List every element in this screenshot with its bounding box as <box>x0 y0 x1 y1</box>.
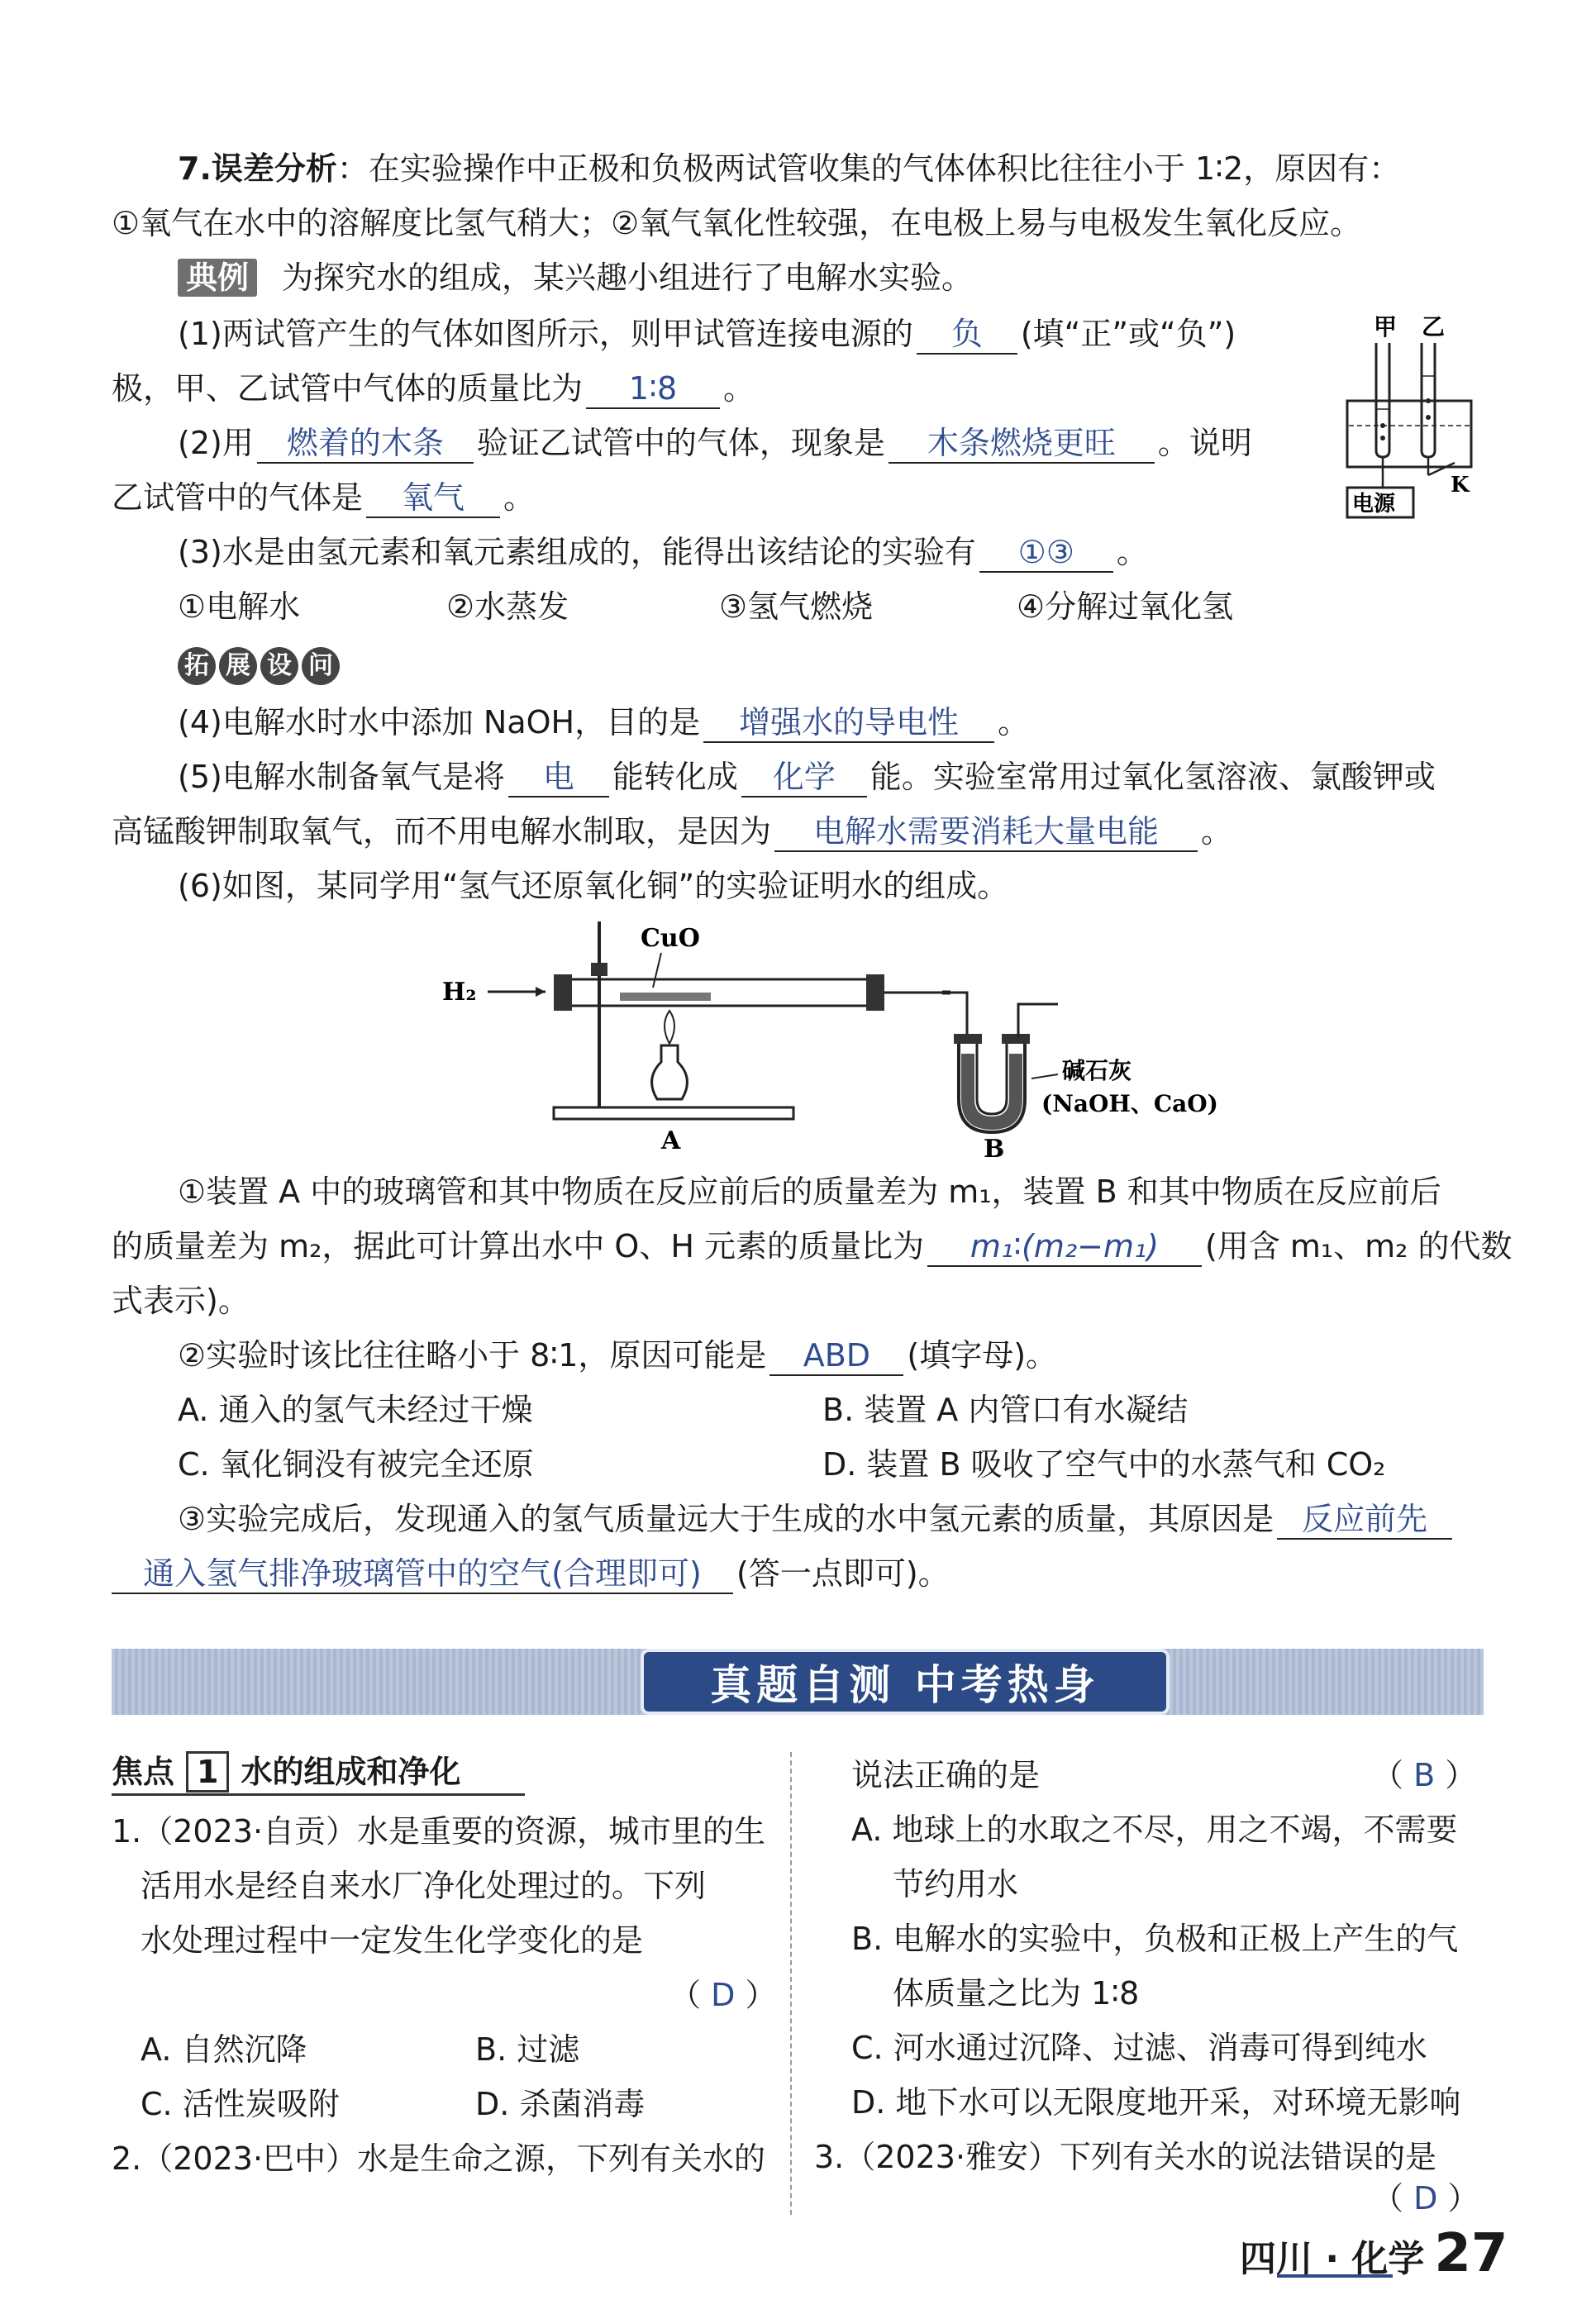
label-jia: 甲 <box>1374 313 1398 340</box>
q5-answer-3: 电解水需要消耗大量电能 <box>774 812 1198 852</box>
right-stopper <box>866 974 884 1011</box>
label-yi: 乙 <box>1422 313 1446 340</box>
u-tube-inner <box>977 1037 1007 1114</box>
q2-line1 <box>178 421 1252 464</box>
alcohol-lamp <box>652 1045 688 1099</box>
s2-opt-a <box>178 1388 533 1431</box>
rq2-answer-paren: （ B ） <box>1372 1757 1477 1793</box>
lq1-opt-d-text: D. 杀菌消毒 <box>475 2086 646 2122</box>
s3-line2 <box>112 1552 950 1595</box>
example-intro: 为探究水的组成，某兴趣小组进行了电解水实验。 <box>282 259 974 296</box>
lq1-opt-a <box>141 2028 307 2071</box>
lq1-answer: D <box>711 1977 736 2013</box>
q5-answer-1: 电 <box>508 758 609 798</box>
q3-opt-4-text: ④分解过氧化氢 <box>1017 588 1234 625</box>
lq2-text-1: 2.（2023·巴中）水是生命之源，下列有关水的 <box>112 2140 766 2177</box>
q2-after: 。说明 <box>1157 425 1252 461</box>
section-banner <box>112 1649 1484 1715</box>
rq2-opt-a1-text: A. 地球上的水取之不尽，用之不竭，不需要 <box>851 1812 1458 1848</box>
q2-mid: 验证乙试管中的气体，现象是 <box>476 425 885 461</box>
lq1-line3 <box>141 1919 643 1962</box>
q5-text: (5)电解水制备氧气是将 <box>178 759 505 795</box>
lq1-line1 <box>112 1810 765 1853</box>
label-k: K <box>1451 473 1470 498</box>
extend-char-2: 展 <box>219 647 257 685</box>
bubble <box>1380 436 1385 440</box>
page-number: 27 <box>1434 2223 1508 2284</box>
extend-title <box>178 641 343 685</box>
q3-opt-4 <box>1017 585 1233 628</box>
q2-answer-3: 氧气 <box>366 479 500 518</box>
q5-end: 。 <box>1201 813 1233 850</box>
s2-text: ②实验时该比往往略小于 8∶1，原因可能是 <box>178 1337 767 1374</box>
rq2-opt-a2-text: 节约用水 <box>893 1866 1019 1902</box>
left-stopper <box>554 974 572 1011</box>
lq1-opt-d <box>475 2083 645 2126</box>
stand-base <box>554 1107 793 1119</box>
focus-heading <box>112 1750 460 1793</box>
focus-number: 1 <box>186 1751 229 1793</box>
cuo-pointer <box>653 953 661 988</box>
q3-answer: ①③ <box>979 533 1113 573</box>
banner-title: 真题自测 中考热身 <box>641 1649 1170 1715</box>
focus-label: 焦点 <box>112 1754 175 1790</box>
rq2-opt-b1 <box>851 1917 1458 1960</box>
rq3-line1 <box>814 2135 1436 2178</box>
s3-after: (答一点即可)。 <box>736 1555 950 1592</box>
q5-text-2: 高锰酸钾制取氧气，而不用电解水制取，是因为 <box>112 813 772 850</box>
bubble <box>1426 398 1431 403</box>
q3-opt-2 <box>446 585 569 628</box>
q4-text: (4)电解水时水中添加 NaOH，目的是 <box>178 704 701 740</box>
u-stopper-right <box>1002 1034 1030 1044</box>
inlet-arrow-icon <box>536 987 545 997</box>
label-b: B <box>984 1135 1005 1164</box>
q4-line <box>178 701 1029 744</box>
bubble <box>1380 423 1385 428</box>
s2-opt-b-text: B. 装置 A 内管口有水凝结 <box>822 1392 1189 1428</box>
rq2-opt-c <box>851 2026 1427 2069</box>
q3-opt-3-text: ③氢气燃烧 <box>719 588 874 625</box>
s2-opt-b <box>822 1388 1188 1431</box>
q1-line1 <box>112 312 1236 355</box>
s1-text-2: 的质量差为 m₂，据此可计算出水中 O、H 元素的质量比为 <box>112 1228 924 1264</box>
example-badge: 典例 <box>178 259 257 297</box>
s2-line <box>178 1334 1057 1377</box>
q2-answer-2: 木条燃烧更旺 <box>889 424 1155 464</box>
q1-hint: (填“正”或“负”) <box>1020 316 1236 352</box>
q4-answer: 增强水的导电性 <box>703 703 994 743</box>
rq2-opt-a1 <box>851 1808 1458 1851</box>
s2-opt-d-text: D. 装置 B 吸收了空气中的水蒸气和 CO₂ <box>822 1446 1386 1483</box>
q1-text-2: 极，甲、乙试管中气体的质量比为 <box>112 370 584 407</box>
q2-text-2: 乙试管中的气体是 <box>112 479 364 516</box>
rq2-opt-d-text: D. 地下水可以无限度地开采，对环境无影响 <box>851 2084 1461 2121</box>
bubble <box>1426 415 1431 420</box>
extend-char-3: 设 <box>260 647 298 685</box>
rq2-opt-c-text: C. 河水通过沉降、过滤、消毒可得到纯水 <box>851 2030 1427 2066</box>
s1-text: ①装置 A 中的玻璃管和其中物质在反应前后的质量差为 m₁，装置 B 和其中物质在反应前后 <box>178 1174 1441 1210</box>
q2-end: 。 <box>503 479 536 516</box>
q1-end: 。 <box>723 370 755 407</box>
focus-underline <box>112 1793 525 1796</box>
s3-answer-1: 反应前先 <box>1277 1500 1452 1540</box>
column-divider <box>790 1752 792 2215</box>
q6-line <box>178 864 1008 907</box>
rq3-answer-paren: （ D ） <box>1372 2180 1479 2216</box>
s1-line2 <box>112 1225 1512 1268</box>
q5-line2 <box>112 810 1232 853</box>
q1-answer-1: 负 <box>917 315 1017 355</box>
q1-text: (1)两试管产生的气体如图所示，则甲试管连接电源的 <box>178 316 913 352</box>
q5-after: 能。实验室常用过氧化氢溶液、氯酸钾或 <box>869 759 1436 795</box>
rq2-line2 <box>851 1754 1040 1797</box>
extend-char-4: 问 <box>302 647 340 685</box>
lq1-text-1: 1.（2023·自贡）水是重要的资源，城市里的生 <box>112 1813 766 1850</box>
q3-opt-2-text: ②水蒸发 <box>446 588 569 625</box>
lq1-opt-c <box>141 2083 340 2126</box>
lq1-text-3: 水处理过程中一定发生化学变化的是 <box>141 1922 644 1959</box>
q1-line2 <box>112 367 755 410</box>
s2-opt-c-text: C. 氧化铜没有被完全还原 <box>178 1446 534 1483</box>
s2-opt-d <box>822 1443 1385 1486</box>
label-h2: H₂ <box>442 978 477 1007</box>
lq1-opt-b-text: B. 过滤 <box>475 2031 580 2068</box>
lq1-opt-a-text: A. 自然沉降 <box>141 2031 307 2068</box>
lq2-line1 <box>112 2137 765 2180</box>
lq1-text-2: 活用水是经自来水厂净化处理过的。下列 <box>141 1868 707 1904</box>
rq2-opt-a2 <box>893 1863 1018 1906</box>
s3-line1 <box>178 1497 1455 1540</box>
q2-text: (2)用 <box>178 425 254 461</box>
footer-text: 四川 · 化学 <box>1240 2238 1425 2280</box>
glass-tube <box>558 979 880 1006</box>
q3-opt-1 <box>178 585 300 628</box>
soda-lime <box>961 1054 1022 1130</box>
label-lime-formula: (NaOH、CaO) <box>1041 1090 1218 1117</box>
q2-line2 <box>112 476 535 519</box>
section7-text1: ：在实验操作中正极和负极两试管收集的气体体积比往往小于 1∶2，原因有： <box>336 150 1401 187</box>
label-power: 电源 <box>1352 492 1396 517</box>
q5-mid: 能转化成 <box>612 759 738 795</box>
flame-icon <box>665 1011 674 1044</box>
u-outlet <box>1018 1004 1058 1037</box>
s1-answer: m₁∶(m₂−m₁) <box>927 1227 1202 1267</box>
rq2-opt-b2 <box>893 1972 1139 2015</box>
u-stopper-left <box>954 1034 982 1044</box>
q3-end: 。 <box>1116 534 1148 570</box>
rq2-opt-b2-text: 体质量之比为 1∶8 <box>893 1975 1140 2012</box>
lq1-line2 <box>141 1864 706 1907</box>
section7-text2: ①氧气在水中的溶解度比氢气稍大；②氧气氧化性较强，在电极上易与电极发生氧化反应。 <box>112 205 1362 241</box>
s3-answer-2: 通入氢气排净玻璃管中的空气(合理即可) <box>112 1555 733 1594</box>
rq2-opt-b1-text: B. 电解水的实验中，负极和正极上产生的气 <box>851 1921 1459 1957</box>
focus-title: 水的组成和净化 <box>241 1754 461 1790</box>
lq1-opt-c-text: C. 活性炭吸附 <box>141 2086 340 2122</box>
s1-after: (用含 m₁、m₂ 的代数 <box>1204 1228 1513 1264</box>
rq2-answer: B <box>1413 1757 1436 1793</box>
q5-line1 <box>178 755 1436 798</box>
h2-reduction-figure <box>430 913 1218 1164</box>
stand-clamp <box>591 963 607 976</box>
s1-line1 <box>178 1170 1441 1213</box>
rq2-opt-d <box>851 2081 1460 2124</box>
q2-answer-1: 燃着的木条 <box>257 424 474 464</box>
section7-num: 7. <box>178 150 212 187</box>
q4-end: 。 <box>998 704 1030 740</box>
q1-answer-2: 1∶8 <box>586 369 720 409</box>
u-inlet <box>950 993 967 1037</box>
q3-opt-3 <box>719 585 873 628</box>
electrolysis-figure <box>1331 310 1488 525</box>
rq3-text: 3.（2023·雅安）下列有关水的说法错误的是 <box>814 2139 1437 2175</box>
extend-char-1: 拓 <box>178 647 216 685</box>
label-cuo: CuO <box>641 924 700 953</box>
s2-answer: ABD <box>769 1336 903 1376</box>
rq3-answer: D <box>1413 2180 1438 2216</box>
label-a: A <box>661 1126 681 1155</box>
q5-answer-2: 化学 <box>741 758 867 798</box>
s3-text: ③实验完成后，发现通入的氢气质量远大于生成的水中氢元素的质量，其原因是 <box>178 1501 1274 1537</box>
water-trough <box>1347 401 1471 467</box>
lq1-answer-paren: （ D ） <box>669 1977 777 2013</box>
s2-after: (填字母)。 <box>907 1337 1058 1374</box>
label-lime: 碱石灰 <box>1062 1057 1132 1084</box>
example-intro-line <box>178 256 973 299</box>
rq2-text: 说法正确的是 <box>851 1757 1041 1793</box>
q3-text: (3)水是由氢元素和氧元素组成的，能得出该结论的实验有 <box>178 534 976 570</box>
lime-pointer <box>1031 1074 1058 1078</box>
section7-line1 <box>178 147 1400 190</box>
s1-text-3: 式表示)。 <box>112 1283 250 1319</box>
s2-opt-c <box>178 1443 534 1486</box>
q6-text: (6)如图，某同学用“氢气还原氧化铜”的实验证明水的组成。 <box>178 868 1009 904</box>
q3-line <box>178 531 1148 574</box>
lq1-opt-b <box>475 2028 579 2071</box>
footer-underline <box>1277 2274 1393 2278</box>
cuo-powder <box>620 993 711 1001</box>
section7-line2 <box>112 202 1361 245</box>
q3-opt-1-text: ①电解水 <box>178 588 301 625</box>
s2-opt-a-text: A. 通入的氢气未经过干燥 <box>178 1392 533 1428</box>
s1-line3 <box>112 1279 250 1322</box>
section7-title: 误差分析 <box>211 150 337 187</box>
